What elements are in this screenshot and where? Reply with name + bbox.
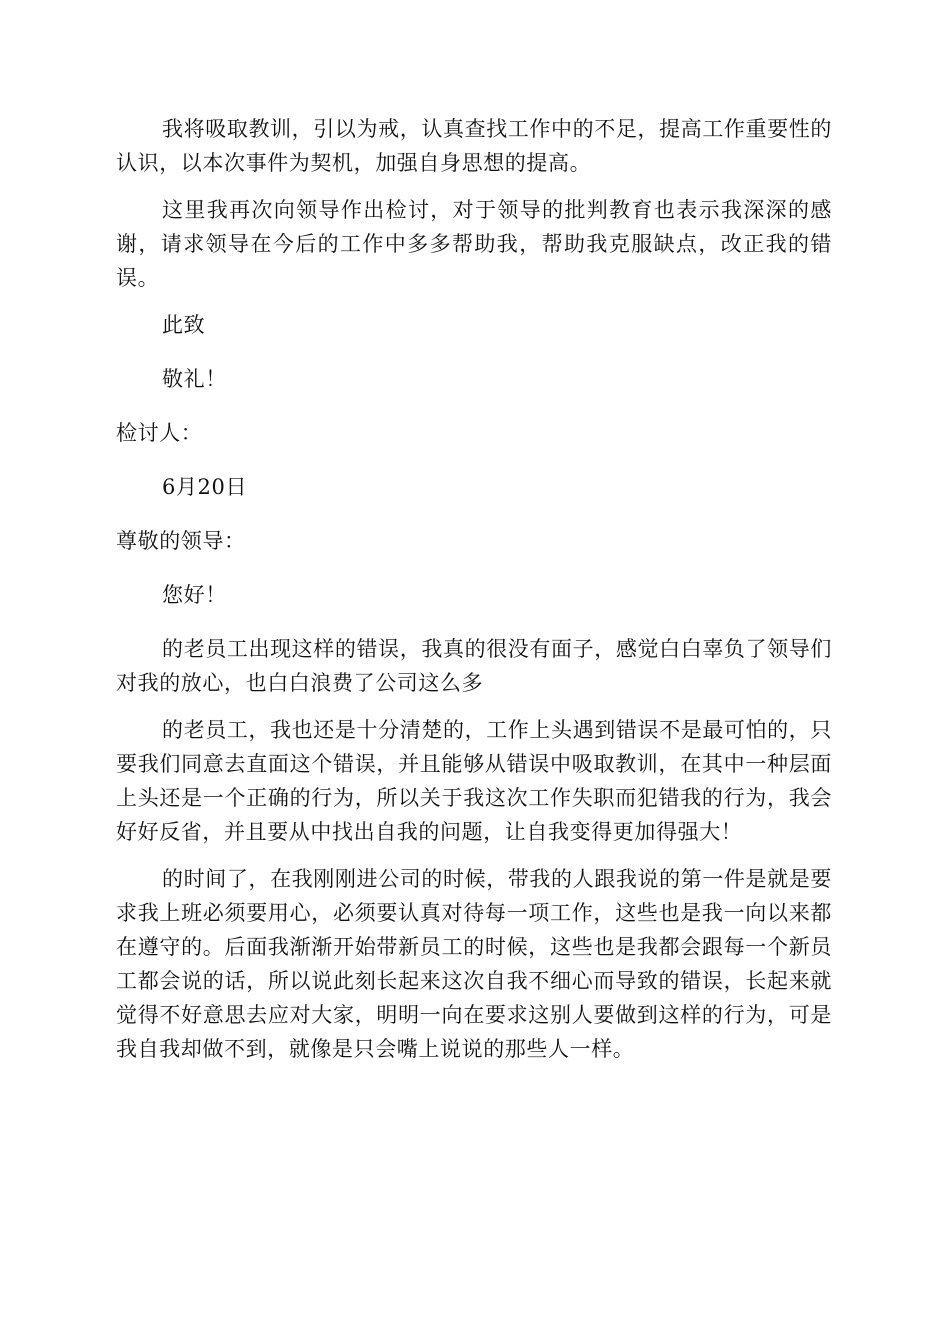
closing-salutation: 此致 xyxy=(162,313,206,337)
paragraph-veteran: 的老员工出现这样的错误，我真的很没有面子，感觉白白辜负了领导们对我的放心，也白白浪费了公司这么多 xyxy=(116,637,832,695)
paragraph-history: 的时间了，在我刚刚进公司的时候，带我的人跟我说的第一件是就是要求我上班必须要用心，必须要认真对待每一项工作，这些也是我一向以来都在遵守的。后面我渐渐开始带新员工的时候，这些也是我都会跟每一个新员工都会说的话，所以说此刻长起来这次自我不细心而导致的错误，长起来就觉得不好意思去应对大家，明明一向在要求这别人要做到这样的行为，可是我自我却做不到，就像是只会嘴上说说的那些人一样。 xyxy=(116,867,832,1061)
closing-regards: 敬礼！ xyxy=(162,367,227,391)
letter-greeting: 尊敬的领导： xyxy=(116,529,246,553)
paragraph-apology: 这里我再次向领导作出检讨，对于领导的批判教育也表示我深深的感谢，请求领导在今后的工作中多多帮助我，帮助我克服缺点，改正我的错误。 xyxy=(116,198,832,290)
document-body xyxy=(116,112,832,1066)
signature-label: 检讨人： xyxy=(116,421,203,445)
paragraph-lesson: 我将吸取教训，引以为戒，认真查找工作中的不足，提高工作重要性的认识，以本次事件为契机，加强自身思想的提高。 xyxy=(116,117,832,175)
paragraph-reflection: 的老员工，我也还是十分清楚的，工作上头遇到错误不是最可怕的，只要我们同意去直面这个错误，并且能够从错误中吸取教训，在其中一种层面上头还是一个正确的行为，所以关于我这次工作失职而犯错我的行为，我会好好反省，并且要从中找出自我的问题，让自我变得更加得强大！ xyxy=(116,718,832,844)
letter-hello: 您好！ xyxy=(162,583,227,607)
signature-date: 6月20日 xyxy=(162,475,248,499)
